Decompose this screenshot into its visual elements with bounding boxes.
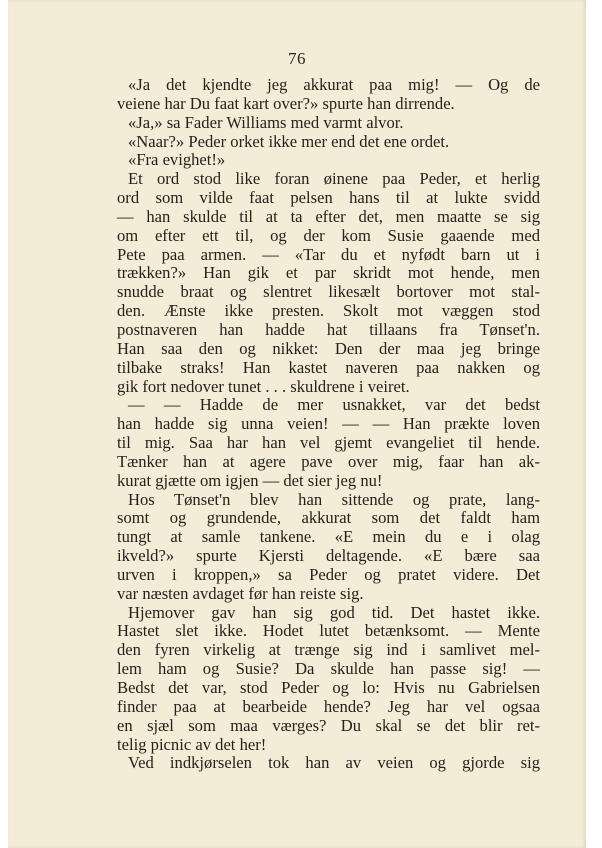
text-line: Bedst det var, stod Peder og lo: Hvis nu Gabrielsen xyxy=(117,678,540,697)
text-line: Et ord stod like foran øinene paa Peder, et herlig xyxy=(128,169,540,189)
text-line: tilbake straks! Han kastet naveren paa nakken og xyxy=(117,357,540,377)
text-line: han hadde sig unna veien! — — Han prækte loven xyxy=(117,414,540,434)
body-text xyxy=(117,76,540,773)
text-line: — — Hadde de mer usnakket, var det bedst xyxy=(128,395,540,415)
text-line: om efter ett til, og der kom Susie gaaende med xyxy=(117,225,540,245)
text-line: Pete paa armen. — «Tar du et nyfødt barn ut i xyxy=(117,244,540,264)
text-line: Han saa den og nikket: Den der maa jeg bringe xyxy=(117,338,540,358)
text-line: Hos Tønset'n blev han sittende og prate, lang- xyxy=(128,489,540,509)
text-line: urven i kroppen,» sa Peder og pratet videre. Det xyxy=(117,564,540,584)
book-page xyxy=(8,0,586,848)
text-line: snudde braat og slentret likesælt bortover mot stal- xyxy=(117,282,540,302)
text-line: ord som vilde faat pelsen hans til at lukte svidd xyxy=(117,188,540,208)
text-line: kurat gjætte om igjen — det sier jeg nu! xyxy=(117,470,383,490)
text-line: var næsten avdaget før han reiste sig. xyxy=(117,583,364,603)
text-line: en sjæl som maa værges? Du skal se det blir ret- xyxy=(117,715,540,735)
text-line: Hastet slet ikke. Hodet lutet betænksomt. — Mente xyxy=(117,621,540,641)
text-line: Hjemover gav han sig god tid. Det hastet ikke. xyxy=(128,602,540,622)
page-number: 76 xyxy=(288,49,306,68)
text-line: — han skulde til at ta efter det, men maatte se sig xyxy=(117,206,540,226)
text-line: finder paa at bearbeide hende? Jeg har vel ogsaa xyxy=(117,696,540,716)
text-line: somt og grundende, akkurat som det faldt ham xyxy=(117,508,540,528)
text-line: «Naar?» Peder orket ikke mer end det ene ordet. xyxy=(128,131,450,151)
text-line: Tænker han at agere pave over mig, faar han ak- xyxy=(117,451,540,471)
text-line: telig picnic av det her! xyxy=(117,734,267,754)
text-line: til mig. Saa har han vel gjemt evangeliet til hende. xyxy=(117,433,540,453)
text-line: ikveld?» spurte Kjersti deltagende. «E bære saa xyxy=(117,546,540,566)
text-line: lem ham og Susie? Da skulde han passe sig! — xyxy=(117,659,540,679)
text-line: «Ja det kjendte jeg akkurat paa mig! — Og de xyxy=(128,75,540,94)
text-line: trækken?» Han gik et par skridt mot hende, men xyxy=(117,263,540,283)
text-line: postnaveren han hadde hat tillaans fra Tønset'n. xyxy=(117,319,540,339)
text-line: «Ja,» sa Fader Williams med varmt alvor. xyxy=(128,112,404,132)
text-line: Ved indkjørselen tok han av veien og gjorde sig xyxy=(128,753,540,773)
text-line: gik fort nedover tunet . . . skuldrene i veiret. xyxy=(117,376,410,396)
text-line: den fyren virkelig at trænge sig ind i samlivet mel- xyxy=(117,640,540,660)
text-line: den. Ænste ikke presten. Skolt mot væggen stod xyxy=(117,301,540,321)
text-line: veiene har Du faat kart over?» spurte han dirrende. xyxy=(117,93,455,113)
text-line: tungt at samle tankene. «E mein du e i olag xyxy=(117,527,540,547)
text-line: «Fra evighet!» xyxy=(128,150,226,170)
